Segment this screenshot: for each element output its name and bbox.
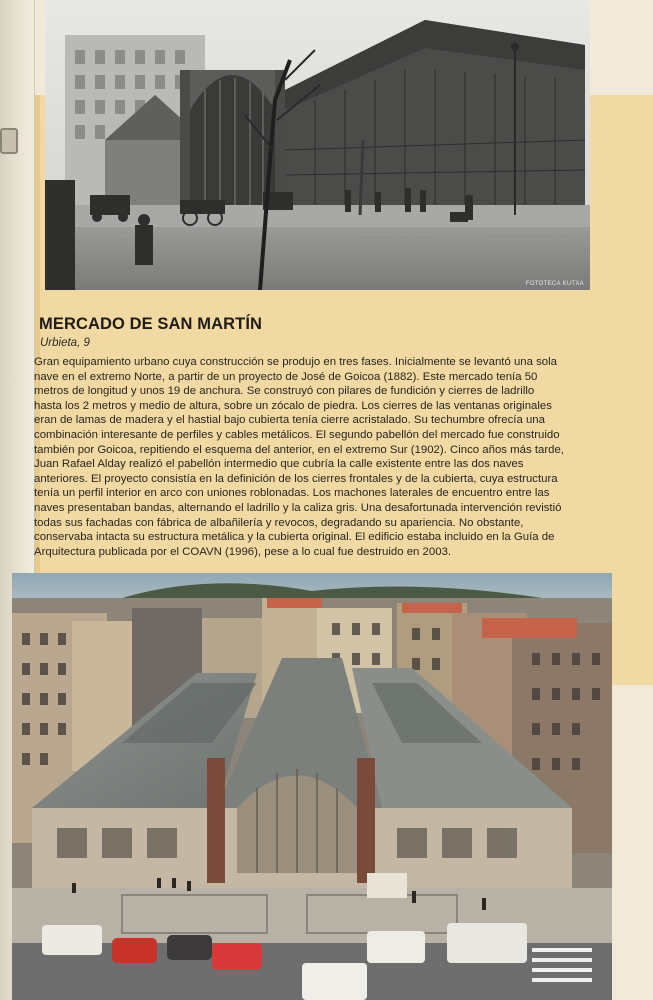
article-title: MERCADO DE SAN MARTÍN (39, 315, 263, 333)
aerial-market-photo (12, 573, 612, 1000)
photo-credit: FOTOTECA KUTXA (525, 281, 584, 287)
body-line: tenía un perfil interior en arco con uniones roblonadas. Los machones laterales de encuentro entre las (34, 487, 550, 500)
body-line: también por Goicoa, repitiendo el esquema del anterior, en el extremo Sur (1902). Cinco años más tarde, (34, 443, 564, 456)
panel-clip-icon (0, 128, 18, 154)
article-address: Urbieta, 9 (40, 337, 90, 349)
article-block (34, 315, 594, 559)
body-line: eran de lamas de madera y el hastial bajo cubierta tenía cierre acristalado. Su techumbre ofrecía una (34, 414, 545, 427)
body-line: Arquitectura publicada por el COAVN (1996), pese a lo cual fue destruido en 2003. (34, 545, 452, 558)
body-line: combinación interesante de perfiles y cables metálicos. El segundo pabellón del mercado fue construido (34, 428, 560, 441)
body-line: conservaba intacta su estructura metálica y la cubierta original. El edificio estaba incluido en la Guía de (34, 531, 555, 544)
body-line: Gran equipamiento urbano cuya construcción se produjo en tres fases. Inicialmente se levantó una sola (34, 356, 558, 368)
article-body (34, 355, 594, 559)
body-line: Juan Rafael Alday realizó el pabellón intermedio que cubría la calle existente entre las dos naves (34, 458, 524, 471)
body-line: hasta los 2 metros y medio de altura, sobre un zócalo de piedra. Los cierres de las ventanas originales (34, 399, 552, 412)
body-line: nave en el extremo Norte, a partir de un proyecto de José de Goicoa (1882). Este mercado tenía 50 (34, 370, 538, 383)
body-line: todas sus fachadas con fábrica de albañilería y revocos, degradando su apariencia. No obstante, (34, 516, 524, 529)
body-line: naves presentaban bandas, alternando el ladrillo y la caliza gris. Una desafortunada intervención revistió (34, 501, 562, 514)
historic-market-photo (45, 0, 590, 290)
body-line: metros de longitud y unos 19 de anchura. Se construyó con pilares de fundición y cierres de ladrillo (34, 385, 535, 398)
body-line: anteriores. El proyecto consistía en la definición de los cierres frontales y de la cubierta, cuya estructura (34, 472, 558, 485)
